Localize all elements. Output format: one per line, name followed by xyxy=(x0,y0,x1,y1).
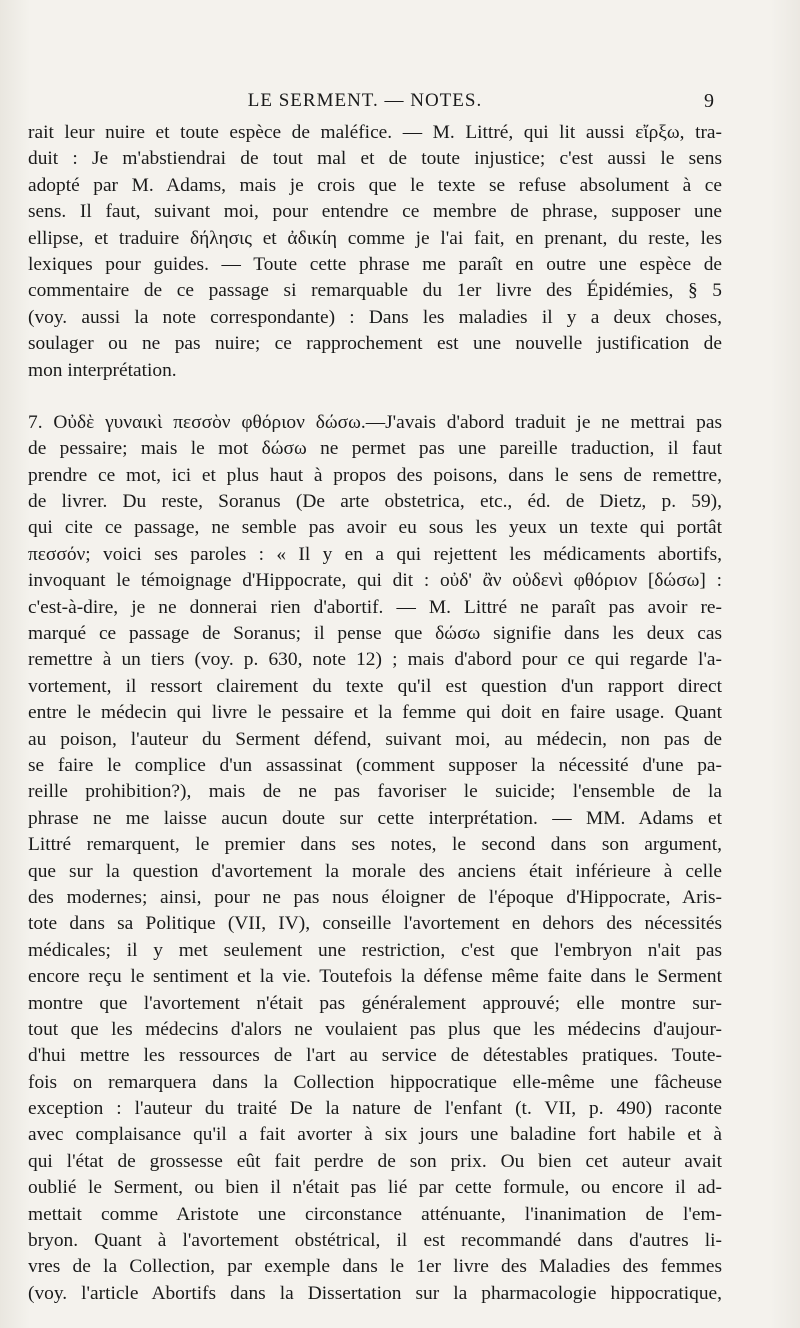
paragraph-gap xyxy=(28,384,722,410)
text-line: tout que les médecins d'alors ne voulaient pas plus que les médecins d'aujour- xyxy=(28,1018,722,1040)
text-line: exception : l'auteur du traité De la nature de l'enfant (t. VII, p. 490) raconte xyxy=(28,1098,722,1120)
text-line: duit : Je m'abstiendrai de tout mal et de toute injustice; c'est aussi le sens xyxy=(28,148,722,170)
text-line: des modernes; ainsi, pour ne pas nous éloigner de l'époque d'Hippocrate, Aris- xyxy=(28,886,722,908)
text-line: de livrer. Du reste, Soranus (De arte obstetrica, etc., éd. de Dietz, p. 59), xyxy=(28,491,722,513)
text-line: adopté par M. Adams, mais je crois que le texte se refuse absolument à ce xyxy=(28,174,722,196)
text-line: reille prohibition?), mais de ne pas favoriser le suicide; l'ensemble de la xyxy=(28,781,722,803)
text-line: marqué ce passage de Soranus; il pense que δώσω signifie dans les deux cas xyxy=(28,623,722,645)
text-line: qui cite ce passage, ne semble pas avoir eu sous les yeux un texte qui portât xyxy=(28,517,722,539)
running-title: LE SERMENT. — NOTES. xyxy=(247,90,483,111)
text-line: entre le médecin qui livre le pessaire et la femme qui doit en faire usage. Quant xyxy=(28,702,722,724)
text-line: oublié le Serment, ou bien il n'était pas lié par cette formule, ou encore il ad- xyxy=(28,1177,722,1199)
text-line: lexiques pour guides. — Toute cette phrase me paraît en outre une espèce de xyxy=(28,253,722,275)
text-line: 7. Οὐδὲ γυναικὶ πεσσὸν φθόριον δώσω.—J'avais d'abord traduit je ne mettrai pas xyxy=(28,411,722,433)
text-line: médicales; il y met seulement une restriction, c'est que l'embryon n'ait pas xyxy=(28,939,722,961)
text-line: vres de la Collection, par exemple dans le 1er livre des Maladies des femmes xyxy=(28,1256,722,1278)
text-line: au poison, l'auteur du Serment défend, suivant moi, au médecin, non pas de xyxy=(28,728,722,750)
text-line: commentaire de ce passage si remarquable du 1er livre des Épidémies, § 5 xyxy=(28,280,722,302)
text-line: d'hui mettre les ressources de l'art au service de détestables pratiques. Toute- xyxy=(28,1045,722,1067)
text-line: fois on remarquera dans la Collection hippocratique elle-même une fâcheuse xyxy=(28,1071,722,1093)
text-line: se faire le complice d'un assassinat (comment supposer la nécessité d'une pa- xyxy=(28,754,722,776)
text-line: prendre ce mot, ici et plus haut à propos des poisons, dans le sens de remettre, xyxy=(28,464,722,486)
text-line: remettre à un tiers (voy. p. 630, note 12) ; mais d'abord pour ce qui regarde l'a- xyxy=(28,649,722,671)
paragraph-note-7 xyxy=(28,410,722,1307)
text-line: (voy. l'article Abortifs dans la Dissertation sur la pharmacologie hippocratique, xyxy=(28,1282,722,1304)
text-line: sens. Il faut, suivant moi, pour entendre ce membre de phrase, supposer une xyxy=(28,201,722,223)
text-line: soulager ou ne pas nuire; ce rapprochement est une nouvelle justification de xyxy=(28,333,722,355)
text-line: bryon. Quant à l'avortement obstétrical, il est recommandé dans d'autres li- xyxy=(28,1230,722,1252)
page-number: 9 xyxy=(704,90,714,112)
text-line: mon interprétation. xyxy=(28,359,177,381)
text-line: Littré remarquent, le premier dans ses notes, le second dans son argument, xyxy=(28,834,722,856)
page-body xyxy=(28,120,722,1307)
text-line: phrase ne me laisse aucun doute sur cette interprétation. — MM. Adams et xyxy=(28,807,722,829)
text-line: πεσσόν; voici ses paroles : « Il y en a qui rejettent les médicaments abortifs, xyxy=(28,543,722,565)
text-line: encore reçu le sentiment et la vie. Toutefois la défense même faite dans le Serment xyxy=(28,966,722,988)
text-line: ellipse, et traduire δήλησις et ἀδικίη comme je l'ai fait, en prenant, du reste, les xyxy=(28,227,722,249)
text-line: de pessaire; mais le mot δώσω ne permet pas une pareille traduction, il faut xyxy=(28,438,722,460)
text-line: invoquant le témoignage d'Hippocrate, qui dit : οὐδ' ἂν οὐδενὶ φθόριον [δώσω] : xyxy=(28,570,722,592)
paragraph-note-6-end xyxy=(28,120,722,384)
text-line: qui l'état de grossesse eût fait perdre de son prix. Ou bien cet auteur avait xyxy=(28,1150,722,1172)
text-line: tote dans sa Politique (VII, IV), conseille l'avortement en dehors des nécessités xyxy=(28,913,722,935)
text-line: rait leur nuire et toute espèce de maléfice. — M. Littré, qui lit aussi εἴρξω, tra- xyxy=(28,122,722,143)
text-line: (voy. aussi la note correspondante) : Dans les maladies il y a deux choses, xyxy=(28,306,722,328)
text-line: avec complaisance qu'il a fait avorter à six jours une baladine fort habile et à xyxy=(28,1124,722,1146)
page-header xyxy=(0,88,800,118)
text-line: vortement, il ressort clairement du texte qu'il est question d'un rapport direct xyxy=(28,675,722,697)
text-line: montre que l'avortement n'était pas généralement approuvé; elle montre sur- xyxy=(28,992,722,1014)
text-line: que sur la question d'avortement la morale des anciens était inférieure à celle xyxy=(28,860,722,882)
text-line: c'est-à-dire, je ne donnerai rien d'abortif. — M. Littré ne paraît pas avoir re- xyxy=(28,596,722,618)
text-line: mettait comme Aristote une circonstance atténuante, l'inanimation de l'em- xyxy=(28,1203,722,1225)
